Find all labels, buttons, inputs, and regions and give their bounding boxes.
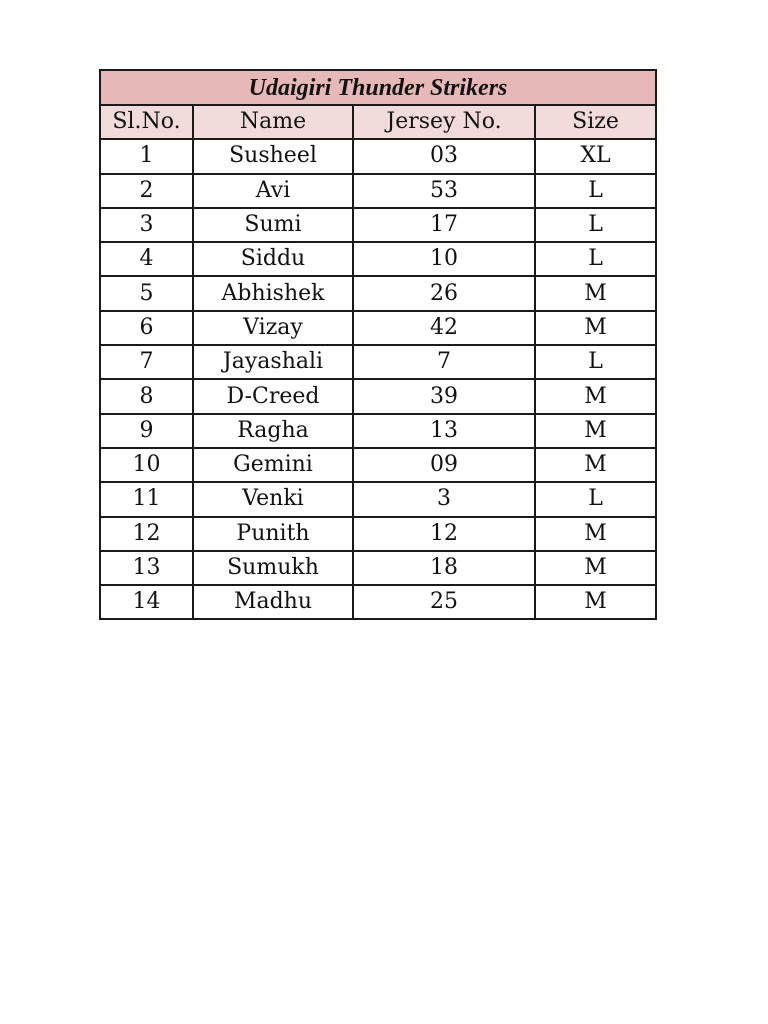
table-title: Udaigiri Thunder Strikers xyxy=(100,70,656,105)
table-row xyxy=(100,379,656,413)
cell-name: Sumi xyxy=(193,208,353,242)
cell-sl-no: 11 xyxy=(100,482,193,516)
cell-sl-no: 9 xyxy=(100,414,193,448)
column-header-name: Name xyxy=(193,105,353,139)
cell-name: Avi xyxy=(193,174,353,208)
cell-jersey-no: 18 xyxy=(353,551,535,585)
cell-sl-no: 6 xyxy=(100,311,193,345)
table-row xyxy=(100,585,656,619)
cell-size: L xyxy=(535,174,656,208)
cell-jersey-no: 7 xyxy=(353,345,535,379)
table-row xyxy=(100,276,656,310)
table-row xyxy=(100,242,656,276)
cell-size: L xyxy=(535,208,656,242)
cell-sl-no: 7 xyxy=(100,345,193,379)
title-row xyxy=(100,70,656,105)
table-row xyxy=(100,208,656,242)
table-row xyxy=(100,311,656,345)
cell-size: M xyxy=(535,311,656,345)
column-header-size: Size xyxy=(535,105,656,139)
cell-name: Abhishek xyxy=(193,276,353,310)
cell-name: Siddu xyxy=(193,242,353,276)
cell-size: M xyxy=(535,517,656,551)
table-row xyxy=(100,174,656,208)
table-row xyxy=(100,482,656,516)
cell-name: Ragha xyxy=(193,414,353,448)
cell-size: M xyxy=(535,551,656,585)
cell-size: L xyxy=(535,482,656,516)
cell-sl-no: 5 xyxy=(100,276,193,310)
cell-name: Jayashali xyxy=(193,345,353,379)
table-row xyxy=(100,414,656,448)
cell-size: M xyxy=(535,448,656,482)
cell-jersey-no: 10 xyxy=(353,242,535,276)
cell-size: M xyxy=(535,276,656,310)
cell-name: D-Creed xyxy=(193,379,353,413)
table-row xyxy=(100,345,656,379)
header-row xyxy=(100,105,656,139)
column-header-sl-no: Sl.No. xyxy=(100,105,193,139)
cell-size: L xyxy=(535,345,656,379)
cell-jersey-no: 12 xyxy=(353,517,535,551)
cell-sl-no: 12 xyxy=(100,517,193,551)
cell-size: M xyxy=(535,585,656,619)
table-row xyxy=(100,551,656,585)
cell-size: M xyxy=(535,414,656,448)
cell-name: Madhu xyxy=(193,585,353,619)
team-roster-table xyxy=(99,69,657,620)
cell-name: Punith xyxy=(193,517,353,551)
cell-jersey-no: 53 xyxy=(353,174,535,208)
cell-name: Venki xyxy=(193,482,353,516)
cell-jersey-no: 3 xyxy=(353,482,535,516)
cell-jersey-no: 17 xyxy=(353,208,535,242)
cell-jersey-no: 39 xyxy=(353,379,535,413)
cell-name: Vizay xyxy=(193,311,353,345)
cell-jersey-no: 09 xyxy=(353,448,535,482)
table-row xyxy=(100,517,656,551)
cell-jersey-no: 25 xyxy=(353,585,535,619)
cell-sl-no: 14 xyxy=(100,585,193,619)
cell-sl-no: 1 xyxy=(100,139,193,173)
cell-sl-no: 8 xyxy=(100,379,193,413)
cell-size: XL xyxy=(535,139,656,173)
cell-jersey-no: 03 xyxy=(353,139,535,173)
cell-sl-no: 13 xyxy=(100,551,193,585)
cell-sl-no: 3 xyxy=(100,208,193,242)
cell-jersey-no: 26 xyxy=(353,276,535,310)
cell-sl-no: 2 xyxy=(100,174,193,208)
cell-name: Susheel xyxy=(193,139,353,173)
cell-size: M xyxy=(535,379,656,413)
cell-size: L xyxy=(535,242,656,276)
table-row xyxy=(100,139,656,173)
cell-sl-no: 4 xyxy=(100,242,193,276)
cell-jersey-no: 42 xyxy=(353,311,535,345)
column-header-jersey-no: Jersey No. xyxy=(353,105,535,139)
table-row xyxy=(100,448,656,482)
cell-sl-no: 10 xyxy=(100,448,193,482)
cell-name: Sumukh xyxy=(193,551,353,585)
cell-name: Gemini xyxy=(193,448,353,482)
cell-jersey-no: 13 xyxy=(353,414,535,448)
